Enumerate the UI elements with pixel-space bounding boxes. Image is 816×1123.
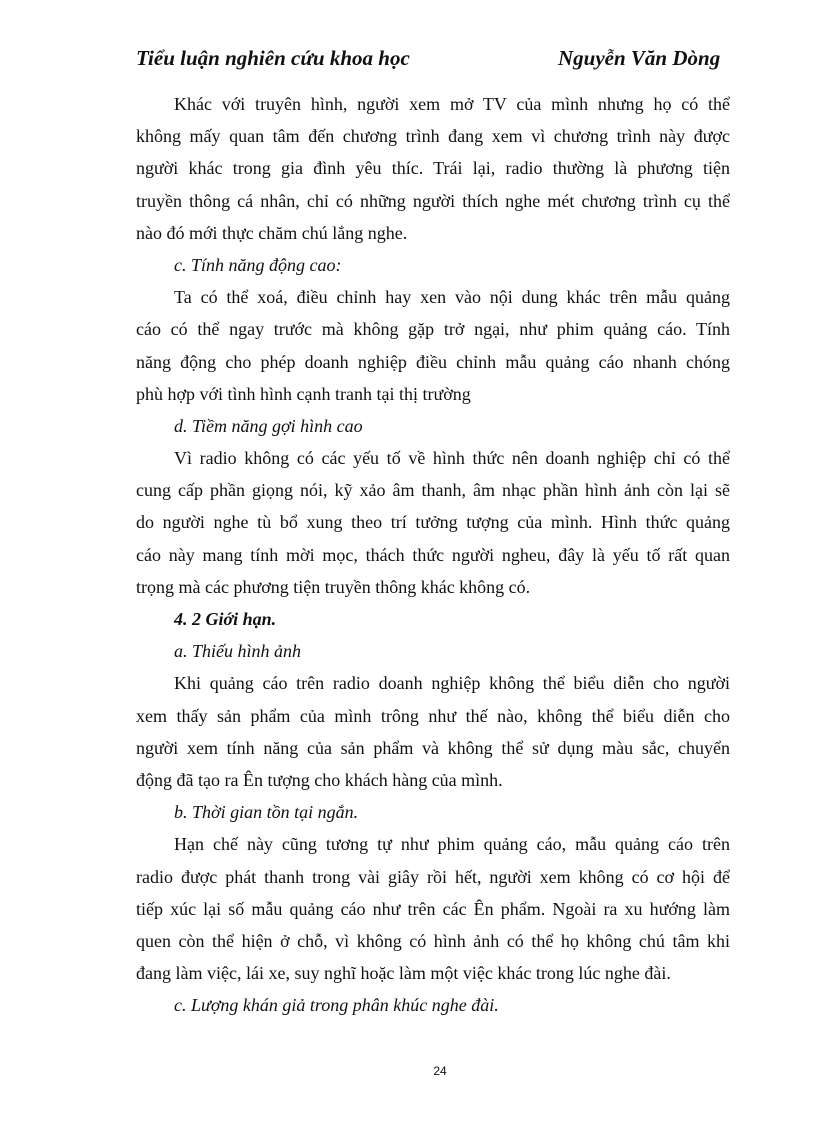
text-line: cáo này mang tính mời mọc, thách thức người ngheu, đây là yếu tố rất quan <box>136 544 730 565</box>
text-line: phù hợp với tình hình cạnh tranh tại thị trường <box>136 383 471 404</box>
text-line: năng động cho phép doanh nghiệp điều chỉnh mẫu quảng cáo nhanh chóng <box>136 351 730 372</box>
text-line: không mấy quan tâm đến chương trình đang xem vì chương trình này được <box>136 126 730 147</box>
text-line: người xem tính năng của sản phẩm và không thể sử dụng màu sắc, chuyển <box>136 737 730 758</box>
subheading: a. Thiếu hình ảnh <box>174 641 302 662</box>
text-line: người khác trong gia đình yêu thíc. Trái lại, radio thường là phương tiện <box>136 158 730 179</box>
text-line: trọng mà các phương tiện truyền thông khác không có. <box>136 576 531 597</box>
text-line: đang làm việc, lái xe, suy nghĩ hoặc làm một việc khác trong lúc nghe đài. <box>136 963 671 984</box>
header-title: Tiểu luận nghiên cứu khoa học <box>136 46 410 70</box>
text-line: nào đó mới thực chăm chú lắng nghe. <box>136 222 408 243</box>
text-line: Ta có thể xoá, điều chỉnh hay xen vào nội dung khác trên mẫu quảng <box>174 287 730 308</box>
text-line: Khác với truyên hình, người xem mở TV của mình nhưng họ có thể <box>174 94 730 114</box>
header-author: Nguyễn Văn Dòng <box>558 46 721 70</box>
page-header <box>136 46 720 76</box>
body-text <box>136 88 730 1021</box>
text-line: xem thấy sản phẩm của mình trông như thế nào, không thể biểu diễn cho <box>136 705 730 726</box>
subheading: d. Tiềm năng gợi hình cao <box>174 415 363 436</box>
text-line: radio được phát thanh trong vài giây rồi hết, người xem không có cơ hội để <box>136 866 730 887</box>
subheading: c. Lượng khán giả trong phân khúc nghe đài. <box>174 995 499 1016</box>
text-line: Hạn chế này cũng tương tự như phim quảng cáo, mẫu quảng cáo trên <box>174 834 730 855</box>
text-line: do người nghe tù bổ xung theo trí tưởng tượng của mình. Hình thức quảng <box>136 512 730 533</box>
page-number: 24 <box>433 1064 447 1078</box>
text-line: Vì radio không có các yếu tố về hình thức nên doanh nghiệp chỉ có thể <box>174 448 730 469</box>
section-heading: 4. 2 Giới hạn. <box>174 609 277 629</box>
text-line: cáo có thể ngay trước mà không gặp trở ngại, như phim quảng cáo. Tính <box>136 319 730 340</box>
text-line: động đã tạo ra Ên tượng cho khách hàng của mình. <box>136 769 503 790</box>
subheading: b. Thời gian tồn tại ngắn. <box>174 802 359 823</box>
text-line: truyền thông cá nhân, chỉ có những người thích nghe mét chương trình cụ thể <box>136 190 730 211</box>
subheading: c. Tính năng động cao: <box>174 254 342 275</box>
text-line: quen còn thể hiện ở chỗ, vì không có hình ảnh có thể họ không chú tâm khi <box>136 930 730 951</box>
text-line: Khi quảng cáo trên radio doanh nghiệp không thể biểu diễn cho người <box>174 673 730 694</box>
text-line: tiếp xúc lại số mẫu quảng cáo như trên các Ên phẩm. Ngoài ra xu hướng làm <box>136 898 730 919</box>
text-line: cung cấp phần giọng nói, kỹ xảo âm thanh, âm nhạc phần hình ảnh còn lại sẽ <box>136 480 730 501</box>
